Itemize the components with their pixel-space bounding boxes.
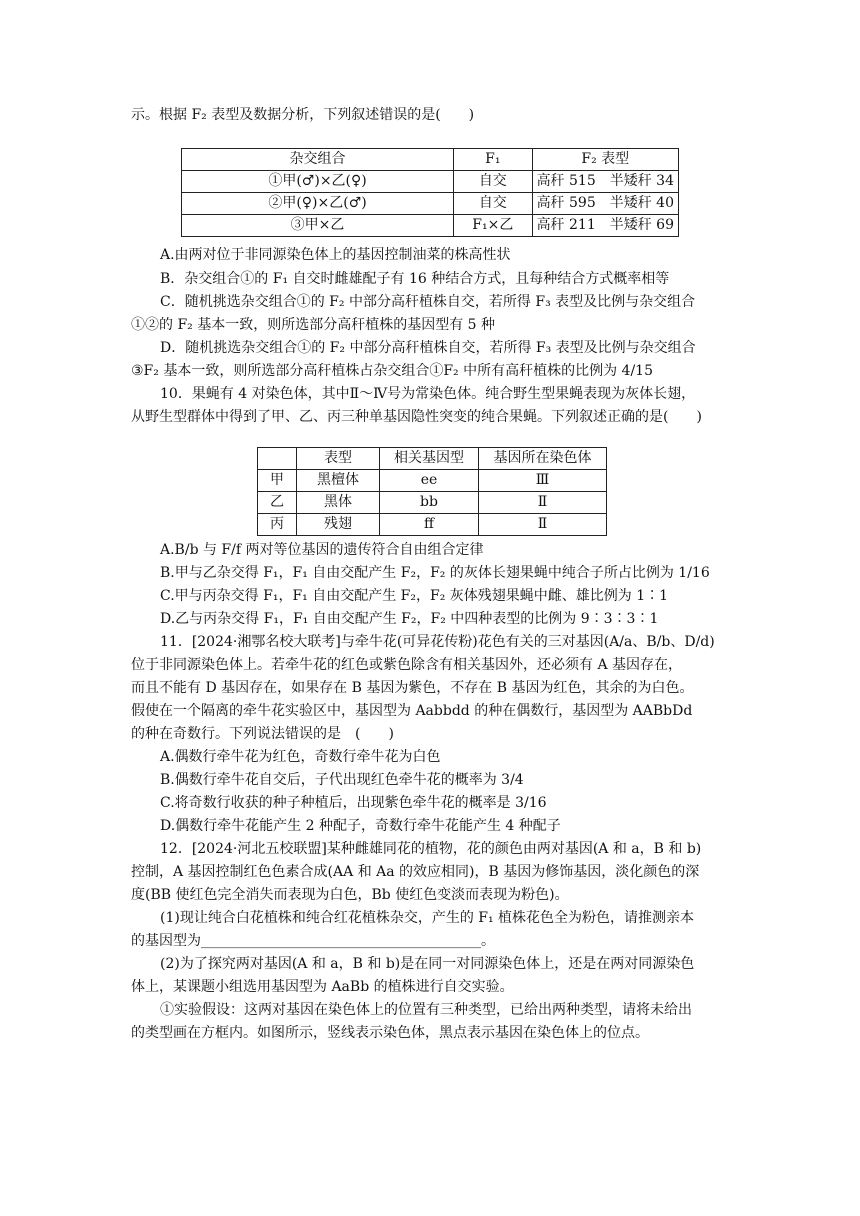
question-12-hypothesis: ①实验假设：这两对基因在染色体上的位置有三种类型，已给出两种类型，请将未给出 xyxy=(160,1002,692,1018)
question-10-stem: 10．果蝇有 4 对染色体，其中Ⅱ～Ⅳ号为常染色体。纯合野生型果蝇表现为灰体长翅， xyxy=(160,386,696,402)
table-header-row xyxy=(258,448,607,470)
table-header-cell: 基因所在染色体 xyxy=(479,448,607,470)
table-cell: ②甲(♀)×乙(♂) xyxy=(182,193,454,215)
table-cell: 高秆 211 半矮秆 69 xyxy=(532,215,678,237)
question-12-stem-cont: 控制，A 基因控制红色色素合成(AA 和 Aa 的效应相同)，B 基因为修饰基因，淡化颜色的深 xyxy=(131,864,700,880)
table-header-cell: 杂交组合 xyxy=(182,149,454,171)
table-cell: 黑体 xyxy=(297,492,380,514)
table-cell: 自交 xyxy=(454,171,533,193)
table-cell: Ⅲ xyxy=(479,470,607,492)
option-d: D.乙与丙杂交得 F₁，F₁ 自由交配产生 F₂，F₂ 中四种表型的比例为 9∶3∶3∶1 xyxy=(160,611,659,627)
table-cell: ee xyxy=(380,470,479,492)
table-row xyxy=(182,171,679,193)
table-header-cell: 表型 xyxy=(297,448,380,470)
question-11-stem-cont: 而且不能有 D 基因存在，如果存在 B 基因为紫色，不存在 B 基因为红色，其余的为白色。 xyxy=(131,680,694,696)
question-11-stem-cont: 的种在奇数行。下列说法错误的是 ( ) xyxy=(131,726,394,742)
option-d-cont: ③F₂ 基本一致，则所选部分高秆植株占杂交组合①F₂ 中所有高秆植株的比例为 4/15 xyxy=(131,363,653,379)
hybrid-cross-table xyxy=(181,148,679,237)
table-row xyxy=(182,215,679,237)
table-row xyxy=(258,470,607,492)
table-cell: 甲 xyxy=(258,470,297,492)
table-cell: Ⅱ xyxy=(479,514,607,536)
fruitfly-mutant-table xyxy=(257,447,607,536)
question-11-stem-cont: 位于非同源染色体上。若牵牛花的红色或紫色除含有相关基因外，还必须有 A 基因存在， xyxy=(131,657,683,673)
table-cell: 自交 xyxy=(454,193,533,215)
question-12-part-1: (1)现让纯合白花植株和纯合红花植株杂交，产生的 F₁ 植株花色全为粉色，请推测亲本 xyxy=(160,910,695,926)
option-c: C.甲与丙杂交得 F₁，F₁ 自由交配产生 F₂，F₂ 灰体残翅果蝇中雌、雄比例为 1∶1 xyxy=(160,588,669,604)
option-d: D．随机挑选杂交组合①的 F₂ 中部分高秆植株自交，若所得 F₃ 表型及比例与杂交组合 xyxy=(160,340,696,356)
table-cell: ff xyxy=(380,514,479,536)
table-cell: ③甲×乙 xyxy=(182,215,454,237)
option-a: A.由两对位于非同源染色体上的基因控制油菜的株高性状 xyxy=(160,247,511,263)
table-row xyxy=(258,514,607,536)
option-a: A.B/b 与 F/f 两对等位基因的遗传符合自由组合定律 xyxy=(160,542,484,558)
option-b: B.甲与乙杂交得 F₁，F₁ 自由交配产生 F₂，F₂ 的灰体长翅果蝇中纯合子所占比例为 1/16 xyxy=(160,565,710,581)
table-header-cell: F₂ 表型 xyxy=(532,149,678,171)
option-c-cont: ①②的 F₂ 基本一致，则所选部分高秆植株的基因型有 5 种 xyxy=(131,317,496,333)
option-b: B.偶数行牵牛花自交后，子代出现红色牵牛花的概率为 3/4 xyxy=(160,772,524,788)
question-12-part-1-blank: 的基因型为________________________________________。 xyxy=(131,933,495,949)
question-9-stem: 示。根据 F₂ 表型及数据分析，下列叙述错误的是( ) xyxy=(131,107,475,123)
table-cell: 残翅 xyxy=(297,514,380,536)
option-d: D.偶数行牵牛花能产生 2 种配子，奇数行牵牛花能产生 4 种配子 xyxy=(160,818,561,834)
table-cell: 高秆 595 半矮秆 40 xyxy=(532,193,678,215)
question-12-stem-cont: 度(BB 使红色完全消失而表现为白色，Bb 使红色变淡而表现为粉色)。 xyxy=(131,887,569,903)
table-cell: F₁×乙 xyxy=(454,215,533,237)
table-cell: 黑檀体 xyxy=(297,470,380,492)
table-row xyxy=(258,492,607,514)
question-12-hypothesis-cont: 的类型画在方框内。如图所示，竖线表示染色体，黑点表示基因在染色体上的位点。 xyxy=(131,1025,649,1041)
option-c: C．随机挑选杂交组合①的 F₂ 中部分高秆植株自交，若所得 F₃ 表型及比例与杂交组合 xyxy=(160,294,696,310)
table-cell: 高秆 515 半矮秆 34 xyxy=(532,171,678,193)
option-a: A.偶数行牵牛花为红色，奇数行牵牛花为白色 xyxy=(160,749,441,765)
question-10-stem-cont: 从野生型群体中得到了甲、乙、丙三种单基因隐性突变的纯合果蝇。下列叙述正确的是( ) xyxy=(131,409,702,425)
table-header-cell: F₁ xyxy=(454,149,533,171)
table-cell: bb xyxy=(380,492,479,514)
table-cell: ①甲(♂)×乙(♀) xyxy=(182,171,454,193)
table-row xyxy=(182,193,679,215)
table-cell: Ⅱ xyxy=(479,492,607,514)
question-12-stem: 12．[2024·河北五校联盟]某种雌雄同花的植物，花的颜色由两对基因(A 和 a，B 和 b) xyxy=(160,841,702,857)
option-b: B．杂交组合①的 F₁ 自交时雌雄配子有 16 种结合方式，且每种结合方式概率相等 xyxy=(160,271,670,287)
table-cell: 丙 xyxy=(258,514,297,536)
question-12-part-2: (2)为了探究两对基因(A 和 a，B 和 b)是在同一对同源染色体上，还是在两对同源染色 xyxy=(160,956,695,972)
table-header-cell xyxy=(258,448,297,470)
option-c: C.将奇数行收获的种子种植后，出现紫色牵牛花的概率是 3/16 xyxy=(160,795,547,811)
table-header-cell: 相关基因型 xyxy=(380,448,479,470)
table-cell: 乙 xyxy=(258,492,297,514)
question-12-part-2-cont: 体上，某课题小组选用基因型为 AaBb 的植株进行自交实验。 xyxy=(131,979,514,995)
question-11-stem-cont: 假使在一个隔离的牵牛花实验区中，基因型为 Aabbdd 的种在偶数行，基因型为 AABbDd xyxy=(131,703,693,719)
table-header-row xyxy=(182,149,679,171)
question-11-stem: 11．[2024·湘鄂名校大联考]与牵牛花(可异花传粉)花色有关的三对基因(A/a、B/b、D/d) xyxy=(160,634,715,650)
